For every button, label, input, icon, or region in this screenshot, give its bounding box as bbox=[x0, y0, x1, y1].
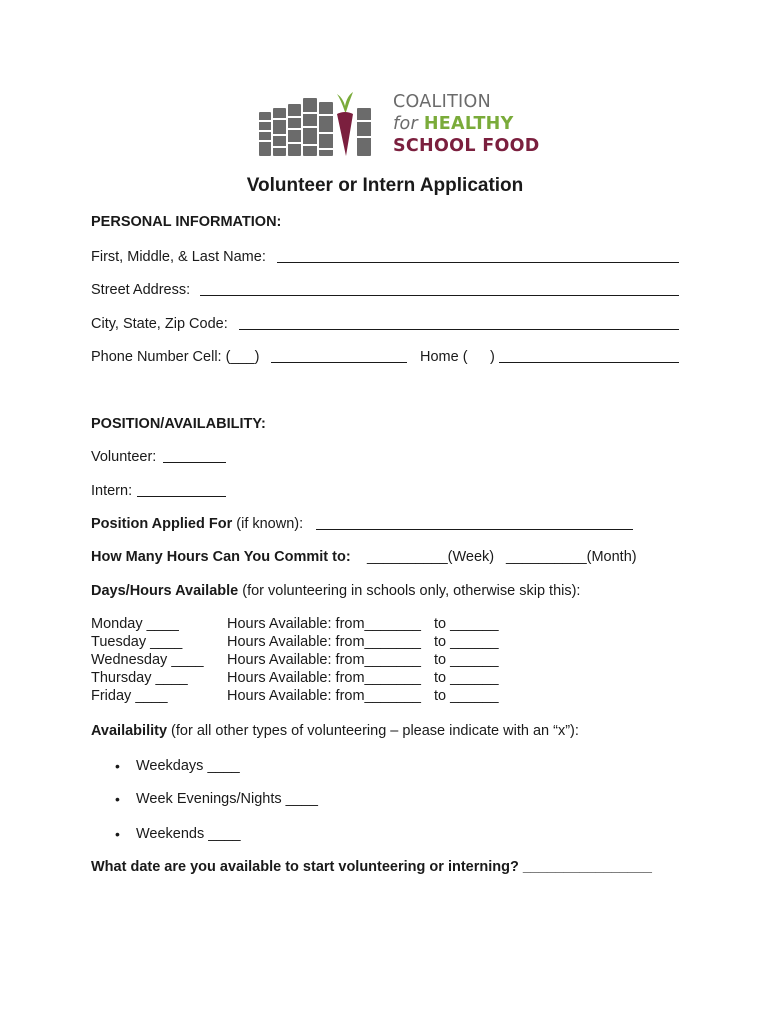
logo-line-2 bbox=[393, 114, 514, 135]
phone-home-field[interactable] bbox=[499, 362, 679, 363]
phone-home-paren: ) bbox=[490, 349, 495, 365]
hours-to-wednesday[interactable]: to ______ bbox=[434, 652, 499, 668]
position-heading: POSITION/AVAILABILITY: bbox=[91, 416, 266, 432]
avail-weekends[interactable]: Weekends ____ bbox=[136, 826, 241, 842]
availability-rest: (for all other types of volunteering – please indicate with an “x”): bbox=[167, 723, 579, 739]
hours-to-monday[interactable]: to ______ bbox=[434, 616, 499, 632]
days-hours-label bbox=[91, 583, 580, 600]
personal-heading: PERSONAL INFORMATION: bbox=[91, 214, 282, 230]
bullet-icon: • bbox=[115, 758, 120, 774]
availability-label bbox=[91, 723, 579, 740]
day-tuesday[interactable]: Tuesday ____ bbox=[91, 634, 183, 650]
day-wednesday[interactable]: Wednesday ____ bbox=[91, 652, 204, 668]
bullet-icon: • bbox=[115, 826, 120, 842]
volunteer-label: Volunteer: bbox=[91, 449, 157, 465]
logo-line-3: SCHOOL FOOD bbox=[393, 136, 540, 156]
position-applied-bold: Position Applied For bbox=[91, 516, 233, 532]
page-title: Volunteer or Intern Application bbox=[246, 175, 524, 196]
hours-from-thursday[interactable]: Hours Available: from_______ bbox=[227, 670, 421, 686]
hours-from-wednesday[interactable]: Hours Available: from_______ bbox=[227, 652, 421, 668]
hours-to-thursday[interactable]: to ______ bbox=[434, 670, 499, 686]
city-field[interactable] bbox=[239, 329, 679, 330]
position-applied-label bbox=[91, 516, 303, 533]
hours-from-tuesday[interactable]: Hours Available: from_______ bbox=[227, 634, 421, 650]
logo-for: for bbox=[393, 114, 418, 134]
days-hours-bold: Days/Hours Available bbox=[91, 583, 239, 599]
hours-from-monday[interactable]: Hours Available: from_______ bbox=[227, 616, 421, 632]
street-field[interactable] bbox=[200, 295, 679, 296]
avail-week-evenings[interactable]: Week Evenings/Nights ____ bbox=[136, 791, 318, 807]
logo-healthy: HEALTHY bbox=[423, 114, 514, 134]
name-label: First, Middle, & Last Name: bbox=[91, 249, 266, 265]
start-date-question[interactable]: What date are you available to start volunteering or interning? ________________ bbox=[91, 859, 652, 875]
hours-to-tuesday[interactable]: to ______ bbox=[434, 634, 499, 650]
name-field[interactable] bbox=[277, 262, 679, 263]
day-friday[interactable]: Friday ____ bbox=[91, 688, 168, 704]
hours-from-friday[interactable]: Hours Available: from_______ bbox=[227, 688, 421, 704]
days-hours-rest: (for volunteering in schools only, otherwise skip this): bbox=[238, 583, 581, 599]
phone-cell-label: Phone Number Cell: (___) bbox=[91, 349, 260, 365]
phone-home-label: Home ( bbox=[420, 349, 468, 365]
street-label: Street Address: bbox=[91, 282, 191, 298]
logo bbox=[257, 90, 540, 160]
intern-label: Intern: bbox=[91, 483, 133, 499]
avail-weekdays[interactable]: Weekdays ____ bbox=[136, 758, 240, 774]
hours-month-field[interactable]: __________(Month) bbox=[506, 549, 637, 565]
bullet-icon: • bbox=[115, 791, 120, 807]
volunteer-field[interactable] bbox=[163, 462, 226, 463]
logo-line-1: COALITION bbox=[393, 92, 491, 112]
hours-commit-label: How Many Hours Can You Commit to: bbox=[91, 549, 351, 565]
day-thursday[interactable]: Thursday ____ bbox=[91, 670, 188, 686]
position-applied-rest: (if known): bbox=[232, 516, 304, 532]
day-monday[interactable]: Monday ____ bbox=[91, 616, 179, 632]
hours-to-friday[interactable]: to ______ bbox=[434, 688, 499, 704]
phone-cell-field[interactable] bbox=[271, 362, 407, 363]
position-applied-field[interactable] bbox=[316, 529, 633, 530]
logo-mark bbox=[257, 90, 379, 160]
availability-bold: Availability bbox=[91, 723, 168, 739]
intern-field[interactable] bbox=[137, 496, 226, 497]
city-label: City, State, Zip Code: bbox=[91, 316, 228, 332]
hours-week-field[interactable]: __________(Week) bbox=[367, 549, 495, 565]
carrot-icon bbox=[337, 92, 353, 156]
